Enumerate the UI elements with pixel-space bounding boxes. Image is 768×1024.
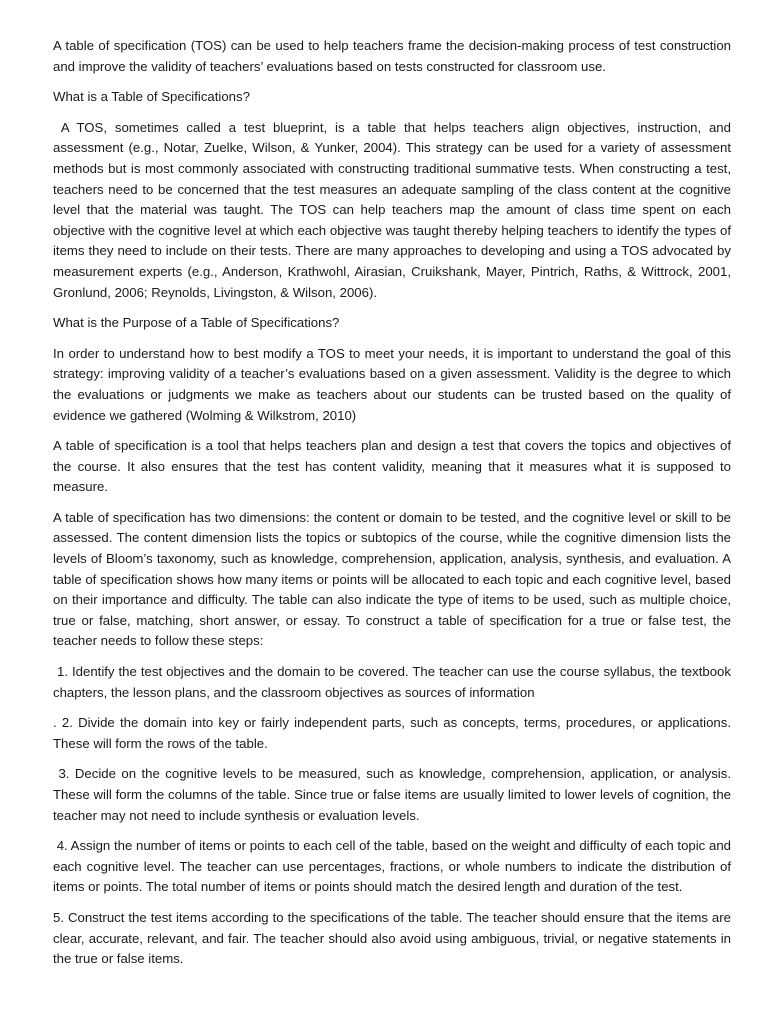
step-4-paragraph: 4. Assign the number of items or points to each cell of the table, based on the weight and difficulty of each topic and each cognitive level. The teacher can use percentages, fractions, or whole numbers to indicate the distribution of items or points. The total number of items or points should match the desired length and duration of the test.	[53, 838, 735, 895]
step-1-paragraph: 1. Identify the test objectives and the domain to be covered. The teacher can use the course syllabus, the textbook chapters, the lesson plans, and the classroom objectives as sources of information	[53, 664, 735, 700]
heading-purpose-of-tos: What is the Purpose of a Table of Specifications?	[53, 315, 340, 331]
document-page	[53, 36, 735, 980]
step-3-paragraph: 3. Decide on the cognitive levels to be measured, such as knowledge, comprehension, application, or analysis. These will form the columns of the table. Since true or false items are usually limited to lower levels of cognition, the teacher may not need to include synthesis or evaluation levels.	[53, 766, 735, 823]
purpose-paragraph: In order to understand how to best modify a TOS to meet your needs, it is important to understand the goal of this strategy: improving validity of a teacher’s evaluations based on a given assessment. Validity is the degree to which the evaluations or judgments we make as teachers about our students can be trusted based on the quality of evidence we gathered (Wolming & Wilkstrom, 2010)	[53, 345, 731, 423]
what-is-tos-paragraph: A TOS, sometimes called a test blueprint, is a table that helps teachers align objectives, instruction, and assessment (e.g., Notar, Zuelke, Wilson, & Yunker, 2004). This strategy can be used for a variety of assessment methods but is most commonly associated with constructing traditional summative tests. When constructing a test, teachers need to be concerned that the test measures an adequate sampling of the class content at the cognitive level that the material was taught. The TOS can help teachers map the amount of class time spent on each objective with the cognitive level at which each objective was taught thereby helping teachers to identify the types of items they need to include on their tests. There are many approaches to developing and using a TOS advocated by measurement experts (e.g., Anderson, Krathwohl, Airasian, Cruikshank, Mayer, Pintrich, Raths, & Wittrock, 2001, Gronlund, 2006; Reynolds, Livingston, & Wilson, 2006).	[53, 119, 735, 300]
step-5-paragraph: 5. Construct the test items according to the specifications of the table. The teacher should ensure that the items are clear, accurate, relevant, and fair. The teacher should also avoid using ambiguous, trivial, or negative statements in the true or false items.	[53, 909, 731, 967]
dimensions-paragraph: A table of specification has two dimensions: the content or domain to be tested, and the cognitive level or skill to be assessed. The content dimension lists the topics or subtopics of the course, while the cognitive dimension lists the levels of Bloom’s taxonomy, such as knowledge, comprehension, application, analysis, synthesis, and evaluation. A table of specification shows how many items or points will be allocated to each topic and each cognitive level, based on their importance and difficulty. The table can also indicate the type of items to be used, such as multiple choice, true or false, matching, short answer, or essay. To construct a table of specification for a true or false test, the teacher needs to follow these steps:	[53, 509, 731, 649]
step-2-paragraph: . 2. Divide the domain into key or fairly independent parts, such as concepts, terms, procedures, or applications. These will form the rows of the table.	[53, 715, 731, 751]
heading-what-is-tos: What is a Table of Specifications?	[53, 89, 250, 105]
intro-paragraph: A table of specification (TOS) can be used to help teachers frame the decision-making process of test construction and improve the validity of teachers’ evaluations based on tests constructed for classroom use.	[53, 38, 731, 74]
tool-paragraph: A table of specification is a tool that helps teachers plan and design a test that covers the topics and objectives of the course. It also ensures that the test has content validity, meaning that it measures what it is supposed to measure.	[53, 438, 731, 495]
